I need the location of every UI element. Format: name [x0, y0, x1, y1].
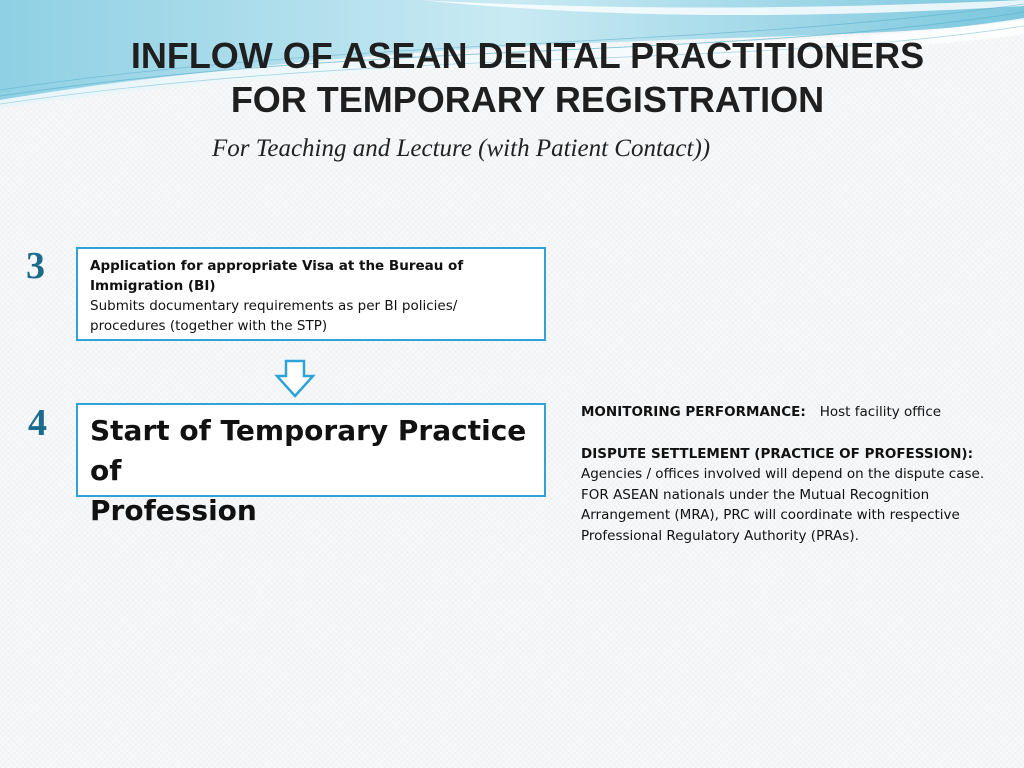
- step-number-4: 4: [28, 402, 47, 444]
- side-notes: [581, 402, 1011, 546]
- dispute-line-4: Professional Regulatory Authority (PRAs).: [581, 527, 859, 544]
- step-box-visa-application: [76, 247, 546, 341]
- step-4-heading-line-1: Start of Temporary Practice of: [90, 414, 527, 487]
- slide-title-line-1: INFLOW OF ASEAN DENTAL PRACTITIONERS: [130, 35, 925, 76]
- monitoring-value: Host facility office: [819, 404, 942, 420]
- step-4-heading-line-2: Profession: [90, 494, 257, 527]
- monitoring-row: [581, 402, 1011, 423]
- dispute-label: DISPUTE SETTLEMENT (PRACTICE OF PROFESSION):: [581, 445, 973, 462]
- monitoring-label: MONITORING PERFORMANCE:: [581, 404, 806, 420]
- dispute-line-2: FOR ASEAN nationals under the Mutual Recognition: [581, 486, 930, 503]
- step-number-3: 3: [26, 245, 45, 287]
- step-3-heading-line-2: Immigration (BI): [90, 278, 216, 294]
- slide-title: [60, 34, 995, 122]
- step-3-body-line-1: Submits documentary requirements as per BI policies/: [90, 298, 458, 314]
- step-3-heading-line-1: Application for appropriate Visa at the Bureau of: [90, 258, 464, 274]
- slide-subtitle: For Teaching and Lecture (with Patient Contact)): [212, 135, 711, 162]
- down-arrow-icon: [274, 359, 316, 399]
- slide-title-line-2: FOR TEMPORARY REGISTRATION: [230, 79, 825, 120]
- dispute-line-3: Arrangement (MRA), PRC will coordinate with respective: [581, 507, 960, 523]
- step-box-start-practice: [76, 403, 546, 527]
- step-3-body-line-2: procedures (together with the STP): [90, 318, 328, 334]
- dispute-line-1: Agencies / offices involved will depend on the dispute case.: [581, 466, 985, 482]
- spacer: [581, 423, 1011, 444]
